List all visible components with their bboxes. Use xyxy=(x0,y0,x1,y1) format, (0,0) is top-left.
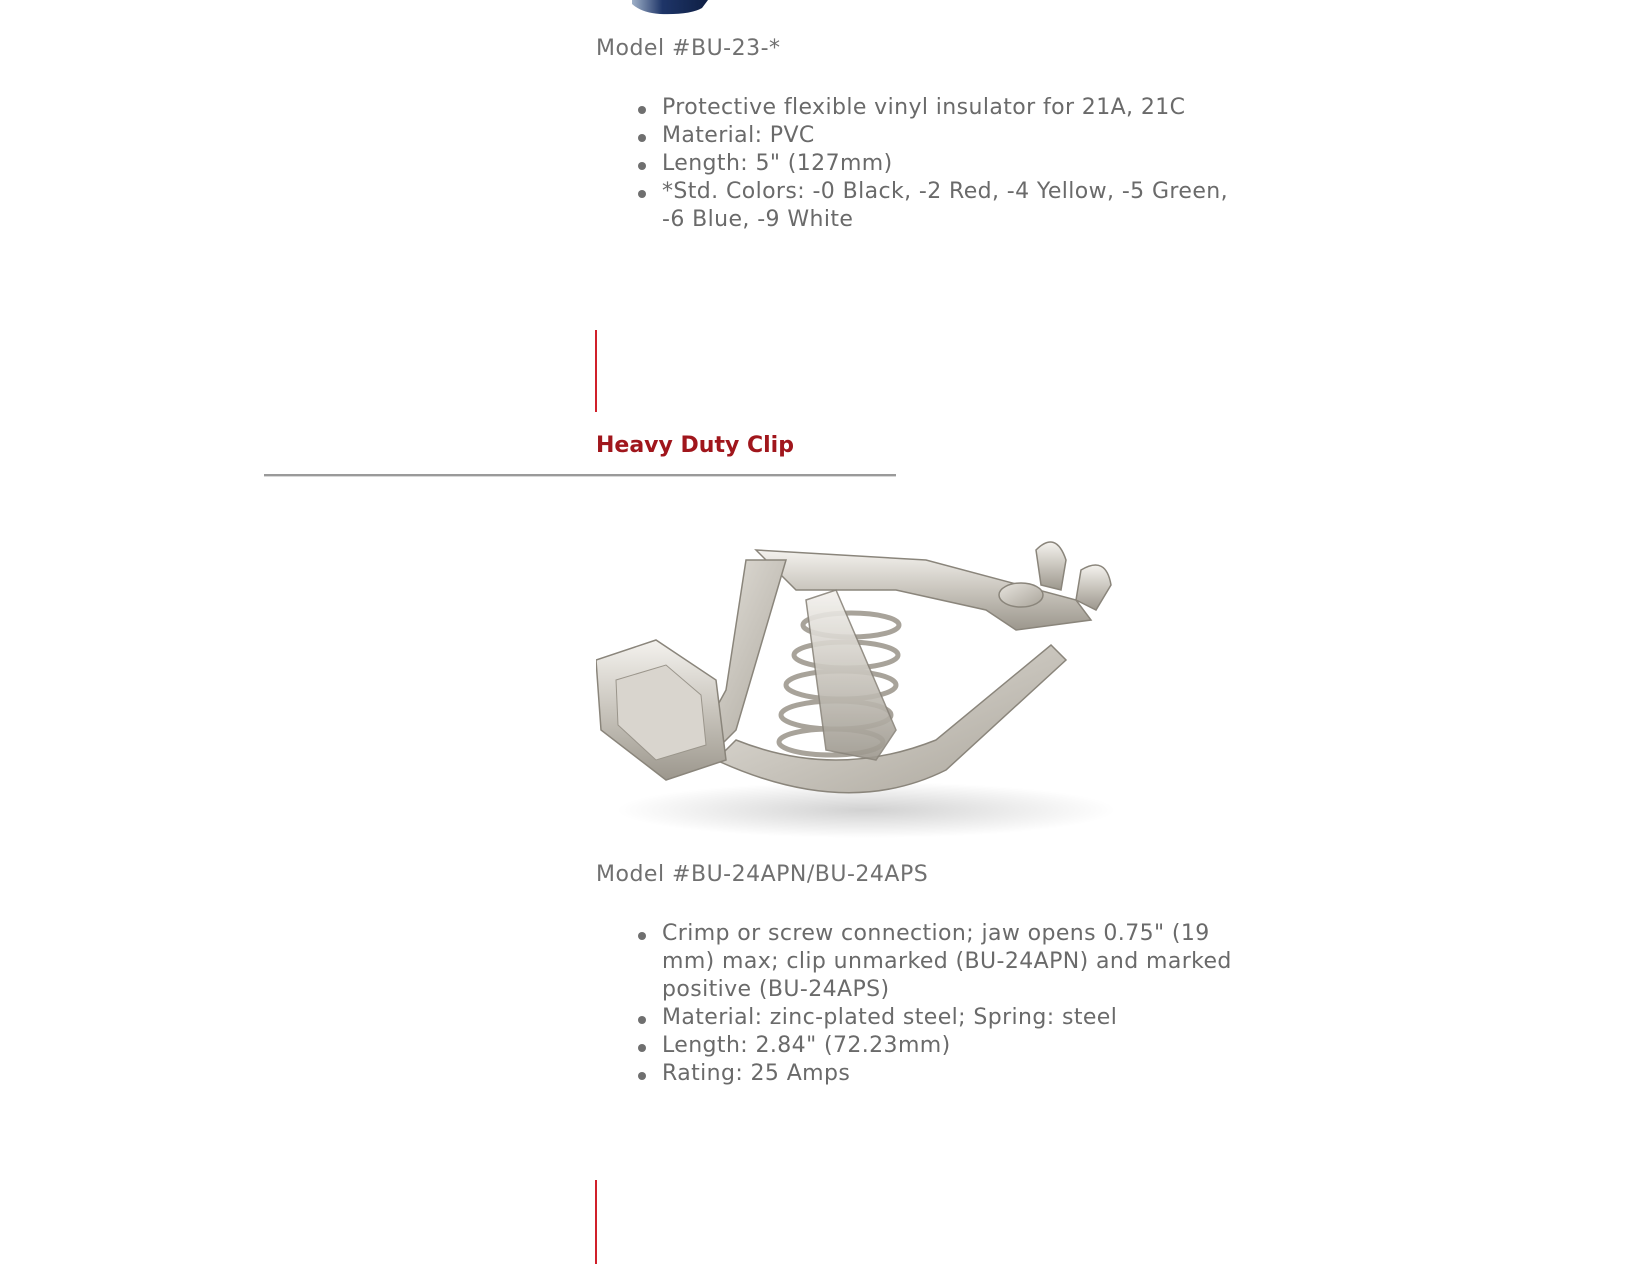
list-item: Material: zinc-plated steel; Spring: steel xyxy=(626,1004,1246,1032)
list-item: Length: 5" (127mm) xyxy=(626,150,1246,178)
spec-list-clip xyxy=(626,920,1246,1088)
list-item: Material: PVC xyxy=(626,122,1246,150)
heavy-duty-clip-image xyxy=(596,530,1156,850)
red-accent-bar xyxy=(595,330,597,412)
red-accent-bar xyxy=(595,1180,597,1264)
list-item: *Std. Colors: -0 Black, -2 Red, -4 Yellow, -5 Green, -6 Blue, -9 White xyxy=(626,178,1246,234)
section-divider xyxy=(264,474,896,476)
list-item: Rating: 25 Amps xyxy=(626,1060,1246,1088)
list-item: Protective flexible vinyl insulator for 21A, 21C xyxy=(626,94,1246,122)
list-item: Length: 2.84" (72.23mm) xyxy=(626,1032,1246,1060)
list-item: Crimp or screw connection; jaw opens 0.75" (19 mm) max; clip unmarked (BU-24APN) and marked positive (BU-24APS) xyxy=(626,920,1246,1004)
model-number-top: Model #BU-23-* xyxy=(596,36,781,61)
section-title: Heavy Duty Clip xyxy=(596,433,794,458)
model-number-clip: Model #BU-24APN/BU-24APS xyxy=(596,862,929,887)
insulator-image xyxy=(630,0,710,16)
spec-list-top xyxy=(626,94,1246,234)
